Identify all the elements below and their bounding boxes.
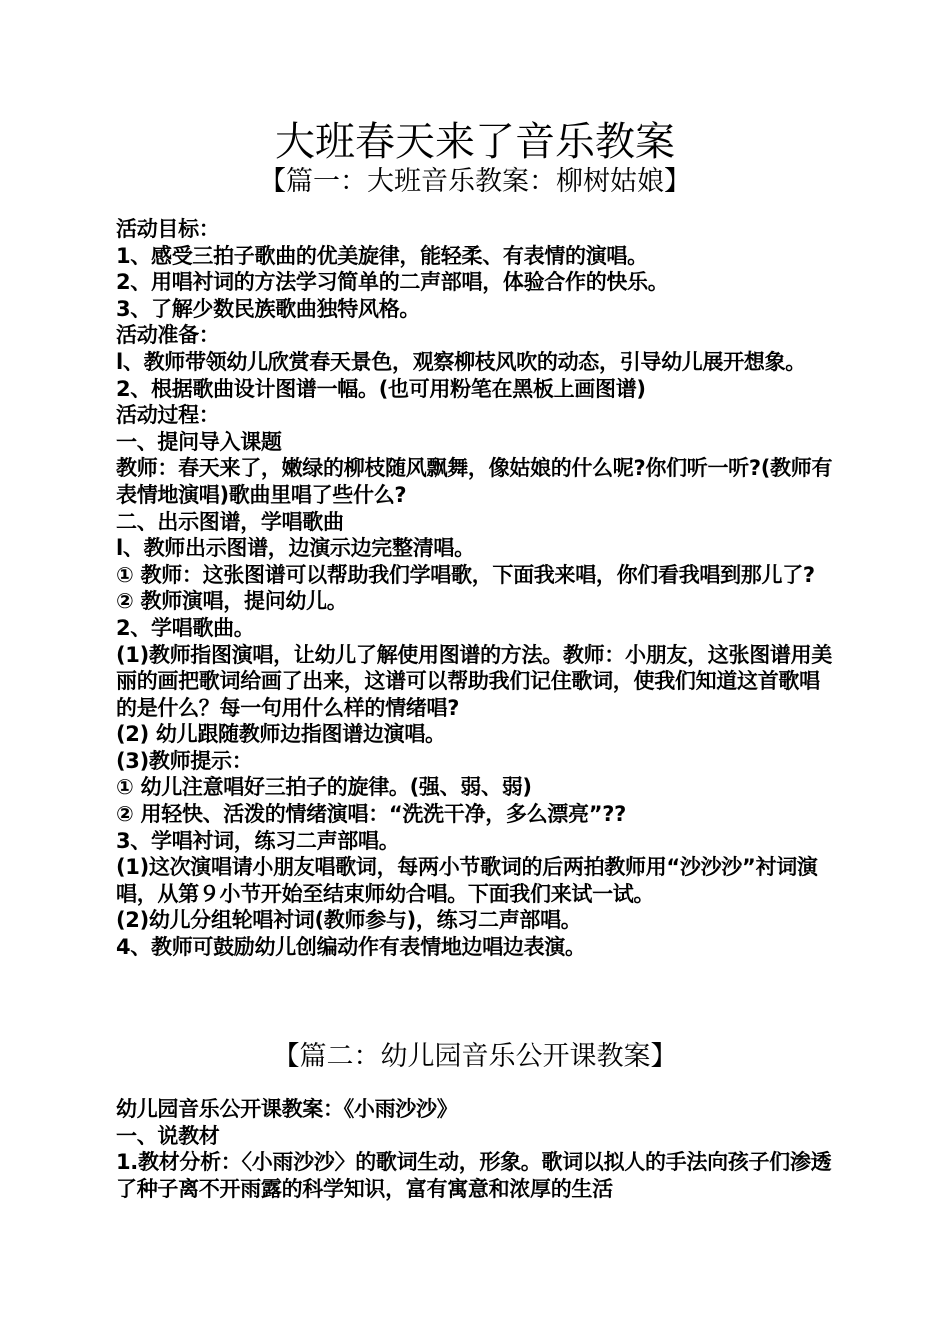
paragraph-line: 一、提问导入课题 <box>116 429 282 454</box>
paragraph-line: 3、学唱衬词，练习二声部唱。 <box>116 828 400 853</box>
paragraph-line: 2、根据歌曲设计图谱一幅。(也可用粉笔在黑板上画图谱) <box>116 376 646 401</box>
paragraph-line: 2、学唱歌曲。 <box>116 615 255 640</box>
section1-heading: 【篇一：大班音乐教案：柳树姑娘】 <box>259 166 691 197</box>
paragraph-line: ② 用轻快、活泼的情绪演唱：“洗洗干净，多么漂亮”?? <box>116 802 626 827</box>
section2-heading: 【篇二：幼儿园音乐公开课教案】 <box>272 1041 678 1072</box>
paragraph-line: (1)教师指图演唱，让幼儿了解使用图谱的方法。教师：小朋友，这张图谱用美丽的画把歌词给画了出来，这谱可以帮助我们记住歌词，使我们知道这首歌唱的是什么？每一句用什么样的情绪唱? <box>116 642 833 720</box>
paragraph-line: 1、感受三拍子歌曲的优美旋律，能轻柔、有表情的演唱。 <box>116 243 648 268</box>
paragraph-line: (1)这次演唱请小朋友唱歌词，每两小节歌词的后两拍教师用“沙沙沙”衬词演唱，从第９小节开始至结束师幼合唱。下面我们来试一试。 <box>116 855 818 906</box>
paragraph-line: ① 幼儿注意唱好三拍子的旋律。(强、弱、弱) <box>116 775 532 800</box>
document-title: 大班春天来了音乐教案 <box>275 119 675 165</box>
paragraph-line: 2、用唱衬词的方法学习简单的二声部唱，体验合作的快乐。 <box>116 270 669 295</box>
paragraph-line: 一、说教材 <box>116 1123 220 1148</box>
paragraph-line: 活动准备： <box>116 323 220 348</box>
section2-body <box>116 1096 836 1202</box>
paragraph-line: 4、教师可鼓励幼儿创编动作有表情地边唱边表演。 <box>116 935 586 960</box>
paragraph-line: 幼儿园音乐公开课教案：《小雨沙沙》 <box>116 1097 458 1121</box>
paragraph-line: 二、出示图谱，学唱歌曲 <box>116 509 344 534</box>
paragraph-line: 1.教材分析：〈小雨沙沙〉的歌词生动，形象。歌词以拟人的手法向孩子们渗透了种子离不开雨露的科学知识，富有寓意和浓厚的生活 <box>116 1150 832 1201</box>
paragraph-line: l、教师带领幼儿欣赏春天景色，观察柳枝风吹的动态，引导幼儿展开想象。 <box>116 349 806 374</box>
paragraph-line: 活动目标： <box>116 217 220 241</box>
paragraph-line: ① 教师：这张图谱可以帮助我们学唱歌，下面我来唱，你们看我唱到那儿了? <box>116 562 815 587</box>
paragraph-line: (2)幼儿分组轮唱衬词(教师参与)，练习二声部唱。 <box>116 908 582 933</box>
paragraph-line: 活动过程： <box>116 403 220 428</box>
paragraph-line: l、教师出示图谱，边演示边完整清唱。 <box>116 536 475 561</box>
paragraph-line: (2) 幼儿跟随教师边指图谱边演唱。 <box>116 722 446 747</box>
paragraph-line: (3)教师提示： <box>116 748 253 773</box>
paragraph-line: 3、了解少数民族歌曲独特风格。 <box>116 296 421 321</box>
section1-body <box>116 216 836 961</box>
paragraph-line: 教师：春天来了，嫩绿的柳枝随风飘舞，像姑娘的什么呢?你们听一听?(教师有表情地演唱)歌曲里唱了些什么? <box>116 456 833 507</box>
paragraph-line: ② 教师演唱，提问幼儿。 <box>116 589 348 614</box>
